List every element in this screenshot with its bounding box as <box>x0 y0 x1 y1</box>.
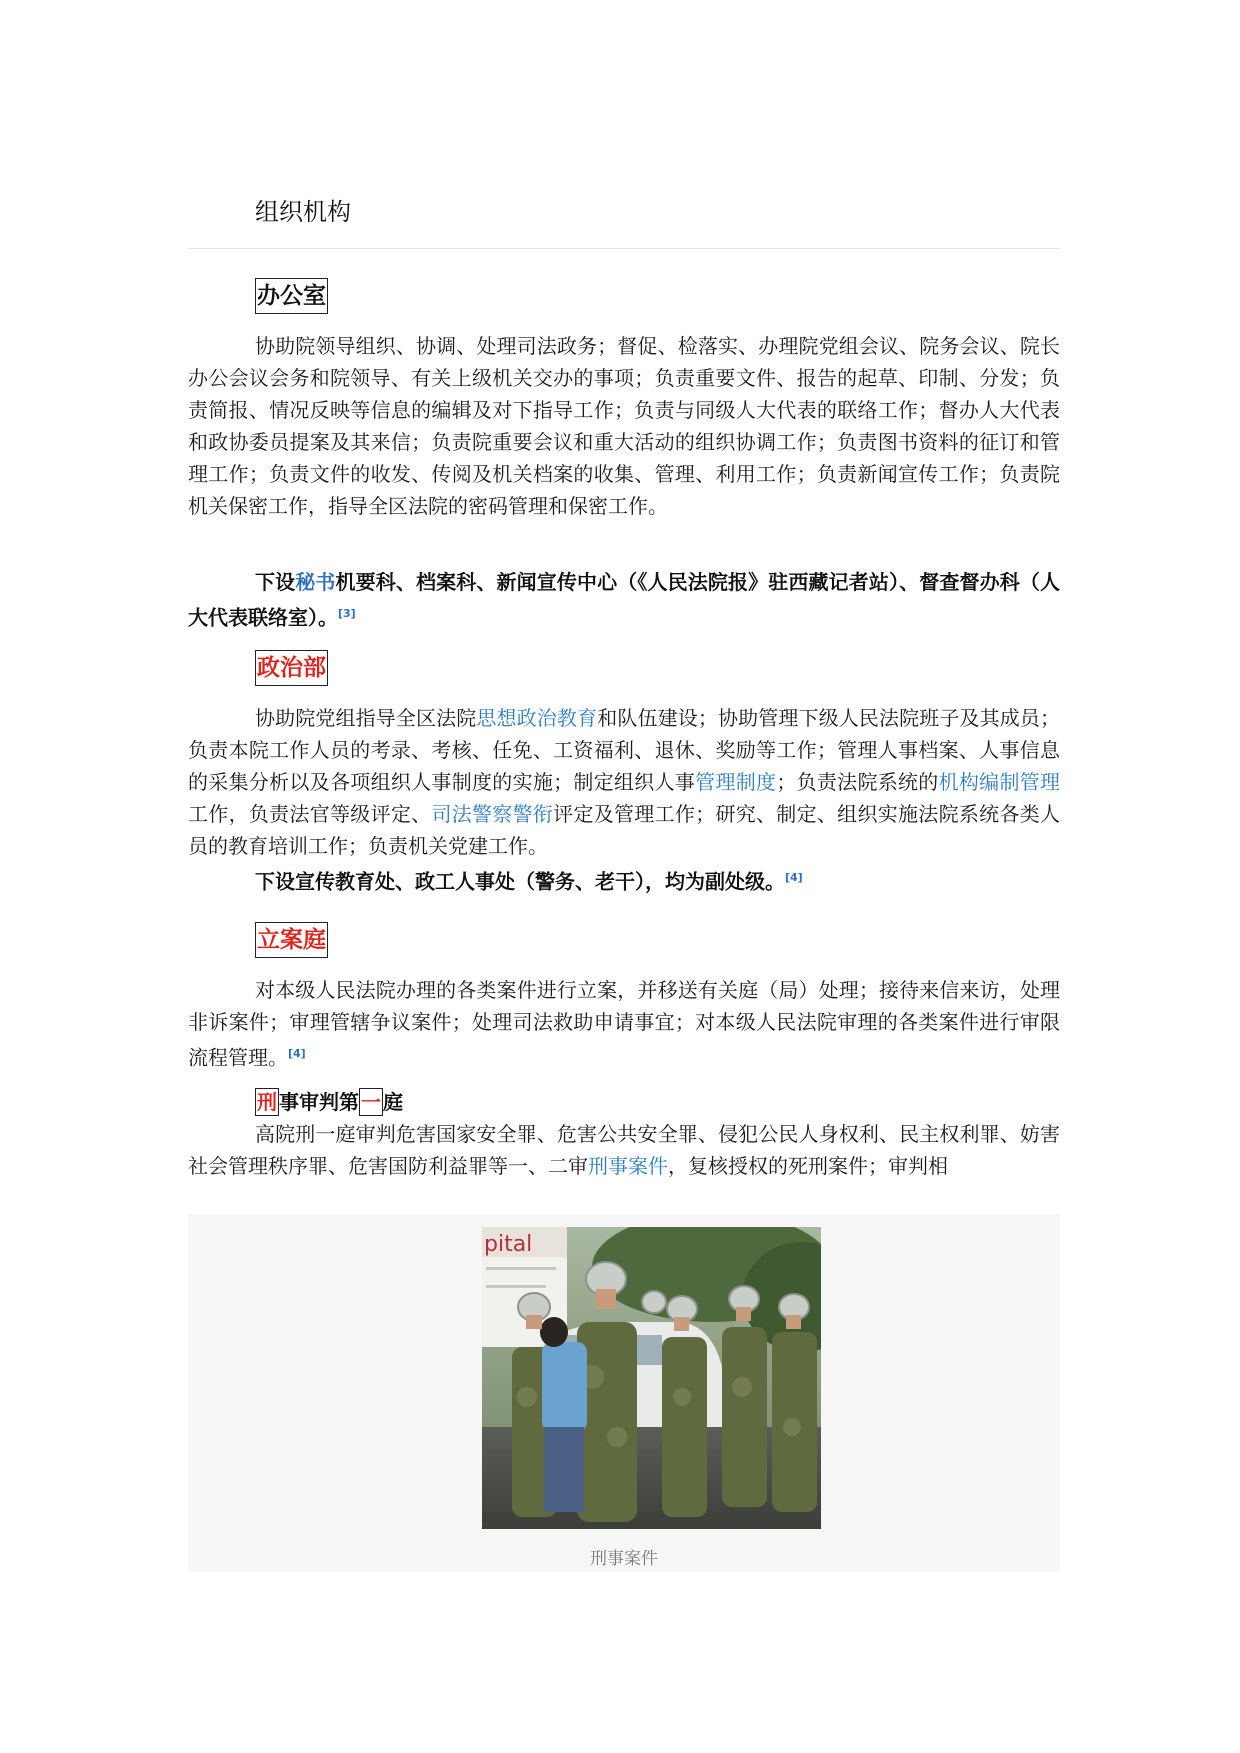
organization-staffing-link[interactable]: 机构编制管理 <box>938 770 1061 794</box>
section-heading-office: 办公室 <box>255 278 328 314</box>
ideological-education-link[interactable]: 思想政治教育 <box>476 706 598 730</box>
citation-4b[interactable]: [4] <box>288 1047 306 1060</box>
criminal-cases-link[interactable]: 刑事案件 <box>588 1154 668 1178</box>
citation-4[interactable]: [4] <box>785 871 803 884</box>
figure-caption: 刑事案件 <box>590 1549 658 1569</box>
figure-box <box>188 1214 1060 1572</box>
section-heading-criminal-tribunal-1: 刑 事审判第 一 庭 <box>257 1090 403 1114</box>
political-department-subunits: 下设宣传教育处、政工人事处（警务、老干），均为副处级。[4] <box>255 869 803 894</box>
section-heading-filing-division: 立案庭 <box>255 922 328 958</box>
criminal-tribunal-description: 高院刑一庭审判危害国家安全罪、危害公共安全罪、侵犯公民人身权利、民主权利罪、妨害社会管理秩序罪、危害国防利益罪等一、二审刑事案件，复核授权的死刑案件；审判相 <box>188 1122 1060 1178</box>
filing-division-description: 对本级人民法院办理的各类案件进行立案，并移送有关庭（局）处理；接待来信来访，处理非诉案件；审理管辖争议案件；处理司法救助申请事宜；对本级人民法院审理的各类案件进行审限流程管理。[4] <box>188 978 1060 1070</box>
criminal-case-photo[interactable] <box>482 1227 821 1529</box>
judicial-police-rank-link[interactable]: 司法警察警衔 <box>431 802 554 826</box>
secretary-link[interactable]: 秘书 <box>295 570 336 594</box>
office-subunits: 下设秘书机要科、档案科、新闻宣传中心（《人民法院报》驻西藏记者站）、督查督办科（人大代表联络室）。[3] <box>188 570 1060 630</box>
page-title: 组织机构 <box>255 198 351 226</box>
section-heading-political-department: 政治部 <box>255 650 328 686</box>
office-description: 协助院领导组织、协调、处理司法政务；督促、检落实、办理院党组会议、院务会议、院长办公会议会务和院领导、有关上级机关交办的事项；负责重要文件、报告的起草、印制、分发；负责简报、情况反映等信息的编辑及对下指导工作；负责与同级人大代表的联络工作；督办人大代表和政协委员提案及其来信；负责院重要会议和重大活动的组织协调工作；负责图书资料的征订和管理工作；负责文件的收发、传阅及机关档案的收集、管理、利用工作；负责新闻宣传工作；负责院机关保密工作，指导全区法院的密码管理和保密工作。 <box>188 334 1060 518</box>
title-divider <box>188 248 1060 249</box>
sign-text: pital <box>484 1232 533 1257</box>
citation-3[interactable]: [3] <box>338 607 356 620</box>
management-system-link[interactable]: 管理制度 <box>695 770 777 794</box>
political-department-description: 协助院党组指导全区法院思想政治教育和队伍建设；协助管理下级人民法院班子及其成员；负责本院工作人员的考录、考核、任免、工资福利、退休、奖励等工作；管理人事档案、人事信息的采集分析以及各项组织人事制度的实施；制定组织人事管理制度；负责法院系统的机构编制管理工作，负责法官等级评定、司法警察警衔评定及管理工作；研究、制定、组织实施法院系统各类人员的教育培训工作；负责机关党建工作。 <box>188 706 1061 858</box>
